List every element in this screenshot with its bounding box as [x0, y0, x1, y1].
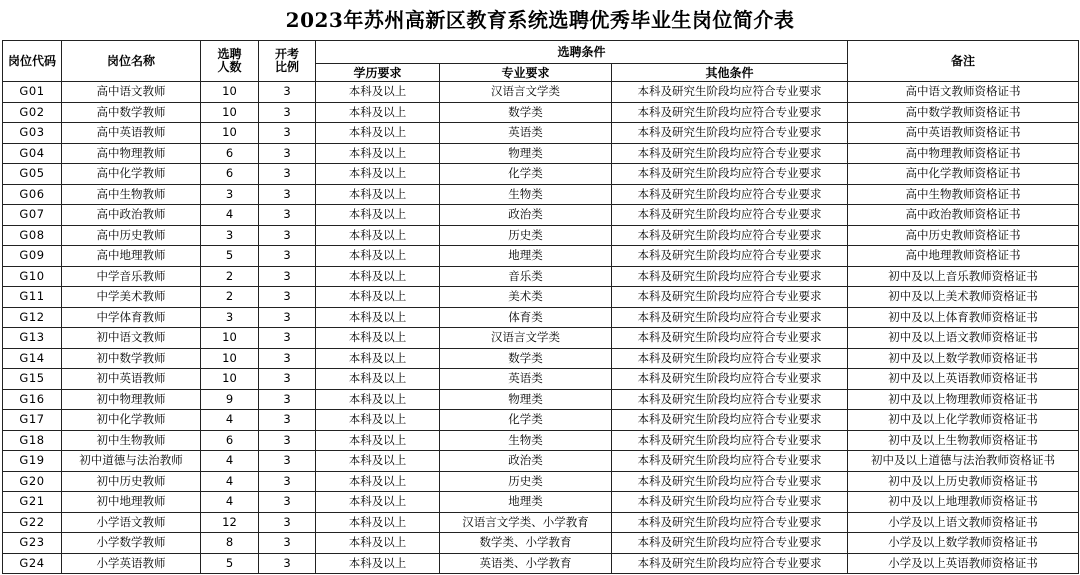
cell-remark: 初中及以上物理教师资格证书	[848, 389, 1079, 410]
cell-other: 本科及研究生阶段均应符合专业要求	[612, 266, 848, 287]
header-count	[201, 41, 259, 82]
table-row	[3, 492, 1079, 513]
header-major: 专业要求	[440, 64, 612, 82]
cell-other: 本科及研究生阶段均应符合专业要求	[612, 225, 848, 246]
cell-remark: 初中及以上道德与法治教师资格证书	[848, 451, 1079, 472]
cell-count: 5	[201, 246, 259, 267]
positions-table	[2, 40, 1079, 574]
header-ratio-line2: 比例	[274, 60, 299, 74]
cell-ratio: 3	[259, 205, 316, 226]
cell-count: 9	[201, 389, 259, 410]
cell-remark: 小学及以上数学教师资格证书	[848, 533, 1079, 554]
cell-education: 本科及以上	[316, 225, 440, 246]
table-row	[3, 205, 1079, 226]
cell-major: 汉语言文学类	[440, 82, 612, 103]
cell-name: 高中数学教师	[62, 102, 201, 123]
cell-major: 汉语言文学类、小学教育	[440, 512, 612, 533]
cell-other: 本科及研究生阶段均应符合专业要求	[612, 246, 848, 267]
cell-code: G20	[3, 471, 62, 492]
cell-ratio: 3	[259, 307, 316, 328]
header-education: 学历要求	[316, 64, 440, 82]
cell-education: 本科及以上	[316, 123, 440, 144]
cell-remark: 初中及以上历史教师资格证书	[848, 471, 1079, 492]
cell-major: 英语类、小学教育	[440, 553, 612, 574]
cell-count: 8	[201, 533, 259, 554]
cell-remark: 高中地理教师资格证书	[848, 246, 1079, 267]
cell-count: 6	[201, 143, 259, 164]
cell-ratio: 3	[259, 369, 316, 390]
cell-education: 本科及以上	[316, 430, 440, 451]
cell-count: 4	[201, 471, 259, 492]
cell-name: 初中化学教师	[62, 410, 201, 431]
cell-code: G10	[3, 266, 62, 287]
cell-remark: 初中及以上生物教师资格证书	[848, 430, 1079, 451]
cell-name: 中学音乐教师	[62, 266, 201, 287]
cell-major: 数学类	[440, 348, 612, 369]
cell-education: 本科及以上	[316, 82, 440, 103]
table-row	[3, 451, 1079, 472]
cell-education: 本科及以上	[316, 553, 440, 574]
cell-other: 本科及研究生阶段均应符合专业要求	[612, 348, 848, 369]
table-row	[3, 287, 1079, 308]
cell-education: 本科及以上	[316, 533, 440, 554]
cell-ratio: 3	[259, 102, 316, 123]
header-code: 岗位代码	[3, 41, 62, 82]
header-ratio-line1: 开考	[274, 47, 299, 61]
cell-education: 本科及以上	[316, 287, 440, 308]
cell-code: G22	[3, 512, 62, 533]
cell-ratio: 3	[259, 430, 316, 451]
cell-ratio: 3	[259, 82, 316, 103]
cell-code: G13	[3, 328, 62, 349]
header-name: 岗位名称	[62, 41, 201, 82]
cell-code: G05	[3, 164, 62, 185]
cell-remark: 初中及以上化学教师资格证书	[848, 410, 1079, 431]
cell-code: G03	[3, 123, 62, 144]
cell-name: 初中物理教师	[62, 389, 201, 410]
cell-education: 本科及以上	[316, 143, 440, 164]
cell-count: 4	[201, 492, 259, 513]
cell-other: 本科及研究生阶段均应符合专业要求	[612, 164, 848, 185]
table-row	[3, 164, 1079, 185]
cell-count: 2	[201, 266, 259, 287]
cell-count: 6	[201, 164, 259, 185]
cell-code: G24	[3, 553, 62, 574]
table-body	[3, 82, 1079, 574]
cell-code: G21	[3, 492, 62, 513]
cell-other: 本科及研究生阶段均应符合专业要求	[612, 143, 848, 164]
cell-code: G23	[3, 533, 62, 554]
table-row	[3, 471, 1079, 492]
cell-remark: 高中数学教师资格证书	[848, 102, 1079, 123]
table-row	[3, 348, 1079, 369]
cell-ratio: 3	[259, 512, 316, 533]
cell-code: G15	[3, 369, 62, 390]
cell-name: 高中历史教师	[62, 225, 201, 246]
cell-name: 初中历史教师	[62, 471, 201, 492]
cell-ratio: 3	[259, 328, 316, 349]
cell-count: 12	[201, 512, 259, 533]
cell-ratio: 3	[259, 348, 316, 369]
table-row	[3, 533, 1079, 554]
cell-count: 5	[201, 553, 259, 574]
cell-other: 本科及研究生阶段均应符合专业要求	[612, 307, 848, 328]
cell-education: 本科及以上	[316, 348, 440, 369]
cell-code: G01	[3, 82, 62, 103]
cell-count: 10	[201, 328, 259, 349]
cell-count: 10	[201, 102, 259, 123]
cell-major: 历史类	[440, 225, 612, 246]
cell-major: 英语类	[440, 369, 612, 390]
table-row	[3, 102, 1079, 123]
cell-name: 小学英语教师	[62, 553, 201, 574]
cell-code: G06	[3, 184, 62, 205]
cell-count: 4	[201, 410, 259, 431]
cell-ratio: 3	[259, 287, 316, 308]
header-count-line1: 选聘	[217, 47, 242, 61]
cell-code: G19	[3, 451, 62, 472]
cell-name: 高中物理教师	[62, 143, 201, 164]
cell-other: 本科及研究生阶段均应符合专业要求	[612, 553, 848, 574]
cell-name: 初中生物教师	[62, 430, 201, 451]
cell-major: 体育类	[440, 307, 612, 328]
table-row	[3, 389, 1079, 410]
cell-education: 本科及以上	[316, 205, 440, 226]
table-row	[3, 266, 1079, 287]
table-row	[3, 512, 1079, 533]
cell-name: 小学数学教师	[62, 533, 201, 554]
cell-code: G14	[3, 348, 62, 369]
cell-other: 本科及研究生阶段均应符合专业要求	[612, 430, 848, 451]
cell-other: 本科及研究生阶段均应符合专业要求	[612, 82, 848, 103]
cell-count: 4	[201, 205, 259, 226]
cell-name: 高中语文教师	[62, 82, 201, 103]
cell-count: 3	[201, 184, 259, 205]
cell-education: 本科及以上	[316, 164, 440, 185]
cell-remark: 初中及以上英语教师资格证书	[848, 369, 1079, 390]
cell-name: 小学语文教师	[62, 512, 201, 533]
cell-count: 3	[201, 225, 259, 246]
cell-other: 本科及研究生阶段均应符合专业要求	[612, 492, 848, 513]
cell-other: 本科及研究生阶段均应符合专业要求	[612, 471, 848, 492]
cell-count: 10	[201, 123, 259, 144]
cell-education: 本科及以上	[316, 184, 440, 205]
cell-code: G08	[3, 225, 62, 246]
cell-name: 高中化学教师	[62, 164, 201, 185]
cell-remark: 初中及以上体育教师资格证书	[848, 307, 1079, 328]
cell-code: G04	[3, 143, 62, 164]
header-other: 其他条件	[612, 64, 848, 82]
cell-ratio: 3	[259, 266, 316, 287]
cell-major: 历史类	[440, 471, 612, 492]
cell-remark: 高中英语教师资格证书	[848, 123, 1079, 144]
cell-remark: 初中及以上语文教师资格证书	[848, 328, 1079, 349]
cell-major: 美术类	[440, 287, 612, 308]
cell-name: 初中数学教师	[62, 348, 201, 369]
cell-education: 本科及以上	[316, 102, 440, 123]
cell-education: 本科及以上	[316, 266, 440, 287]
table-row	[3, 410, 1079, 431]
table-row	[3, 553, 1079, 574]
cell-remark: 初中及以上数学教师资格证书	[848, 348, 1079, 369]
cell-other: 本科及研究生阶段均应符合专业要求	[612, 184, 848, 205]
cell-name: 初中语文教师	[62, 328, 201, 349]
cell-other: 本科及研究生阶段均应符合专业要求	[612, 123, 848, 144]
cell-code: G11	[3, 287, 62, 308]
document-title: 2023年苏州高新区教育系统选聘优秀毕业生岗位简介表	[285, 8, 795, 32]
table-row	[3, 143, 1079, 164]
cell-education: 本科及以上	[316, 328, 440, 349]
cell-code: G12	[3, 307, 62, 328]
cell-major: 物理类	[440, 143, 612, 164]
cell-remark: 初中及以上音乐教师资格证书	[848, 266, 1079, 287]
table-row	[3, 123, 1079, 144]
cell-code: G02	[3, 102, 62, 123]
cell-ratio: 3	[259, 553, 316, 574]
cell-name: 高中地理教师	[62, 246, 201, 267]
cell-count: 10	[201, 82, 259, 103]
cell-name: 初中英语教师	[62, 369, 201, 390]
header-count-line2: 人数	[217, 60, 242, 74]
cell-major: 物理类	[440, 389, 612, 410]
cell-education: 本科及以上	[316, 451, 440, 472]
cell-count: 10	[201, 369, 259, 390]
cell-other: 本科及研究生阶段均应符合专业要求	[612, 451, 848, 472]
cell-remark: 高中政治教师资格证书	[848, 205, 1079, 226]
cell-major: 数学类、小学教育	[440, 533, 612, 554]
cell-code: G07	[3, 205, 62, 226]
cell-count: 6	[201, 430, 259, 451]
cell-code: G18	[3, 430, 62, 451]
cell-education: 本科及以上	[316, 492, 440, 513]
cell-major: 化学类	[440, 410, 612, 431]
cell-other: 本科及研究生阶段均应符合专业要求	[612, 389, 848, 410]
cell-ratio: 3	[259, 410, 316, 431]
cell-code: G17	[3, 410, 62, 431]
cell-major: 汉语言文学类	[440, 328, 612, 349]
cell-major: 地理类	[440, 492, 612, 513]
cell-other: 本科及研究生阶段均应符合专业要求	[612, 369, 848, 390]
cell-count: 10	[201, 348, 259, 369]
table-row	[3, 82, 1079, 103]
cell-remark: 初中及以上美术教师资格证书	[848, 287, 1079, 308]
cell-ratio: 3	[259, 184, 316, 205]
cell-ratio: 3	[259, 123, 316, 144]
cell-name: 高中英语教师	[62, 123, 201, 144]
cell-major: 英语类	[440, 123, 612, 144]
cell-ratio: 3	[259, 143, 316, 164]
cell-other: 本科及研究生阶段均应符合专业要求	[612, 410, 848, 431]
cell-education: 本科及以上	[316, 246, 440, 267]
cell-major: 音乐类	[440, 266, 612, 287]
table-row	[3, 307, 1079, 328]
cell-remark: 高中语文教师资格证书	[848, 82, 1079, 103]
cell-major: 生物类	[440, 184, 612, 205]
cell-other: 本科及研究生阶段均应符合专业要求	[612, 205, 848, 226]
cell-code: G09	[3, 246, 62, 267]
cell-name: 高中生物教师	[62, 184, 201, 205]
cell-major: 化学类	[440, 164, 612, 185]
cell-ratio: 3	[259, 164, 316, 185]
header-remarks: 备注	[848, 41, 1079, 82]
cell-other: 本科及研究生阶段均应符合专业要求	[612, 533, 848, 554]
cell-other: 本科及研究生阶段均应符合专业要求	[612, 287, 848, 308]
cell-education: 本科及以上	[316, 512, 440, 533]
cell-ratio: 3	[259, 246, 316, 267]
cell-remark: 高中历史教师资格证书	[848, 225, 1079, 246]
header-ratio	[259, 41, 316, 82]
cell-count: 2	[201, 287, 259, 308]
cell-education: 本科及以上	[316, 410, 440, 431]
cell-education: 本科及以上	[316, 369, 440, 390]
cell-remark: 小学及以上语文教师资格证书	[848, 512, 1079, 533]
table-row	[3, 369, 1079, 390]
table-row	[3, 246, 1079, 267]
table-row	[3, 225, 1079, 246]
cell-ratio: 3	[259, 389, 316, 410]
cell-remark: 初中及以上地理教师资格证书	[848, 492, 1079, 513]
cell-count: 4	[201, 451, 259, 472]
cell-name: 中学美术教师	[62, 287, 201, 308]
cell-remark: 高中生物教师资格证书	[848, 184, 1079, 205]
cell-ratio: 3	[259, 225, 316, 246]
cell-education: 本科及以上	[316, 389, 440, 410]
cell-code: G16	[3, 389, 62, 410]
cell-ratio: 3	[259, 492, 316, 513]
table-row	[3, 430, 1079, 451]
cell-remark: 小学及以上英语教师资格证书	[848, 553, 1079, 574]
cell-other: 本科及研究生阶段均应符合专业要求	[612, 512, 848, 533]
cell-other: 本科及研究生阶段均应符合专业要求	[612, 328, 848, 349]
cell-name: 初中道德与法治教师	[62, 451, 201, 472]
header-conditions: 选聘条件	[316, 41, 848, 64]
cell-remark: 高中化学教师资格证书	[848, 164, 1079, 185]
cell-education: 本科及以上	[316, 471, 440, 492]
table-row	[3, 184, 1079, 205]
cell-ratio: 3	[259, 533, 316, 554]
cell-name: 高中政治教师	[62, 205, 201, 226]
cell-count: 3	[201, 307, 259, 328]
cell-major: 地理类	[440, 246, 612, 267]
cell-name: 初中地理教师	[62, 492, 201, 513]
table-header	[3, 41, 1079, 82]
cell-major: 政治类	[440, 451, 612, 472]
cell-major: 数学类	[440, 102, 612, 123]
cell-education: 本科及以上	[316, 307, 440, 328]
cell-ratio: 3	[259, 451, 316, 472]
cell-ratio: 3	[259, 471, 316, 492]
cell-other: 本科及研究生阶段均应符合专业要求	[612, 102, 848, 123]
cell-name: 中学体育教师	[62, 307, 201, 328]
table-row	[3, 328, 1079, 349]
cell-major: 生物类	[440, 430, 612, 451]
cell-remark: 高中物理教师资格证书	[848, 143, 1079, 164]
cell-major: 政治类	[440, 205, 612, 226]
